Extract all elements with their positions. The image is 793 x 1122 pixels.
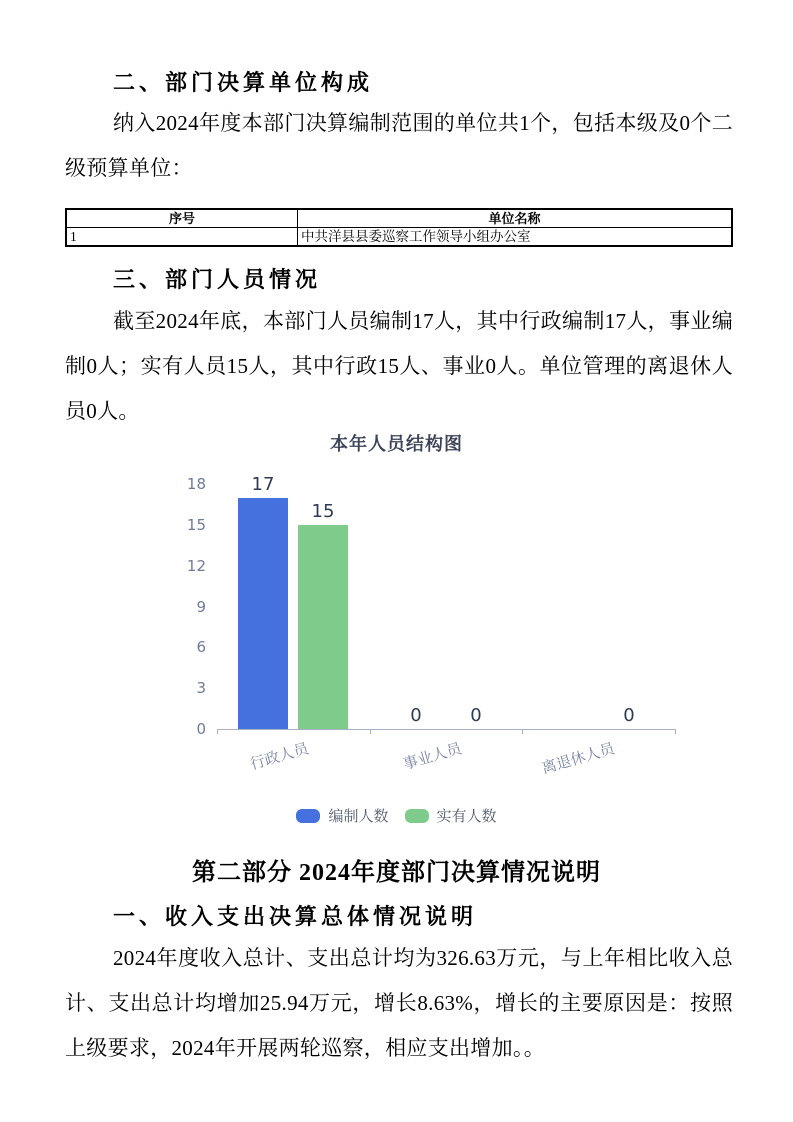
y-axis-label: 9 [196,597,206,616]
y-axis-label: 15 [186,516,206,535]
value-label: 15 [311,501,335,522]
y-axis-label: 0 [196,720,206,738]
y-axis-label: 18 [186,475,206,494]
legend-label-actual: 实有人数 [436,807,497,825]
chart-title: 本年人员结构图 [330,434,463,455]
x-axis-tick [370,729,371,734]
x-axis-tick [675,729,676,734]
unit-table-header-row [66,209,732,228]
x-axis-line [217,729,676,730]
unit-table-header-unitname: 单位名称 [298,209,733,228]
value-label: 0 [470,705,482,726]
unit-table-header-serial: 序号 [66,209,298,228]
bar-0-0 [238,498,288,729]
value-label: 0 [410,705,422,726]
section3-paragraph: 截至2024年底，本部门人员编制17人，其中行政编制17人，事业编制0人；实有人员15人，其中行政15人、事业0人。单位管理的离退休人员0人。 [65,309,733,423]
part2-section1-heading: 一、收入支出决算总体情况说明 [113,904,478,929]
part2-section1-paragraph: 2024年度收入总计、支出总计均为326.63万元，与上年相比收入总计、支出总计均增加25.94万元，增长8.63%，增长的主要原因是：按照上级要求，2024年开展两轮巡察，相应支出增加。。 [65,946,733,1060]
section2-paragraph: 纳入2024年度本部门决算编制范围的单位共1个，包括本级及0个二级预算单位： [65,111,733,180]
value-label: 0 [623,705,635,726]
y-axis-label: 12 [186,556,206,575]
legend-label-authorized: 编制人数 [328,807,389,825]
x-axis-label: 行政人员 [248,739,311,774]
section3-heading: 三、部门人员情况 [113,267,322,292]
bar-1-0 [298,525,348,729]
unit-table-cell-unitname: 中共洋县县委巡察工作领导小组办公室 [298,228,733,247]
legend-swatch-actual-icon [405,809,429,823]
section2-heading: 二、部门决算单位构成 [113,70,374,95]
x-axis-tick [522,729,523,734]
part2-heading: 第二部分 2024年度部门决算情况说明 [192,860,601,886]
y-axis-label: 3 [196,679,206,698]
value-label: 17 [251,474,275,495]
x-axis-label: 离退休人员 [539,739,617,778]
unit-table [65,208,733,247]
x-axis-label: 事业人员 [400,739,464,774]
x-axis-tick [217,729,218,734]
chart-legend [0,805,793,826]
personnel-structure-chart [0,423,793,838]
legend-swatch-authorized-icon [296,809,320,823]
y-axis-label: 6 [196,638,206,657]
unit-table-cell-serial: 1 [66,228,298,247]
table-row [66,228,732,247]
legend-item-actual [405,805,497,826]
legend-item-authorized [296,805,388,826]
